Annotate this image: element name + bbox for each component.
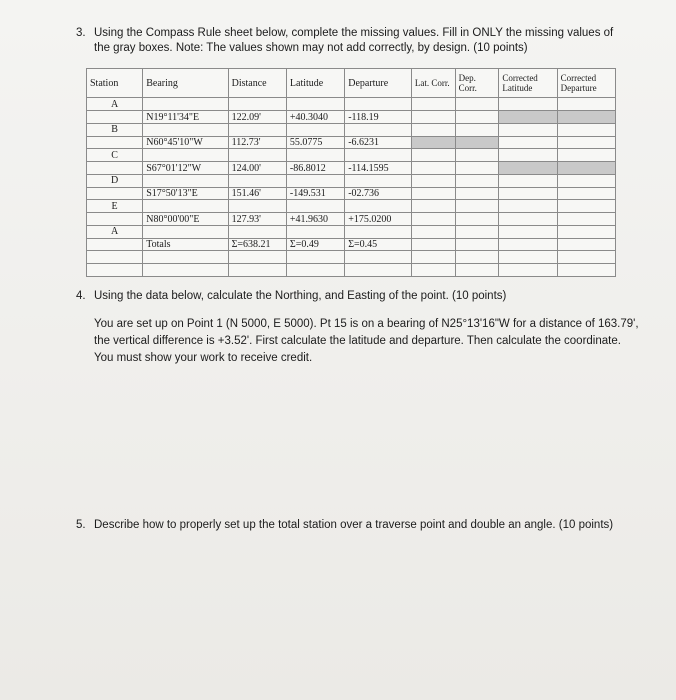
question-5-text: Describe how to properly set up the total station over a traverse point and double an angle. (10 points) (94, 519, 614, 531)
header-lat-corr: Lat. Corr. (411, 69, 455, 98)
table-row (87, 149, 616, 162)
gray-answer-cell[interactable] (557, 111, 615, 124)
bearing-cell: N19°11'34"E (143, 111, 228, 124)
table-row (87, 225, 616, 238)
station-cell: A (87, 98, 143, 111)
totals-latitude: Σ=0.49 (286, 238, 344, 251)
table-row (87, 123, 616, 136)
station-cell: A (87, 225, 143, 238)
table-row (87, 111, 616, 124)
header-corrected-departure: Corrected Departure (557, 69, 615, 98)
header-bearing: Bearing (143, 69, 228, 98)
table-row (87, 187, 616, 200)
latitude-cell: +41.9630 (286, 213, 344, 226)
header-distance: Distance (228, 69, 286, 98)
departure-cell: +175.0200 (345, 213, 412, 226)
question-5 (76, 518, 636, 533)
question-4-text: Using the data below, calculate the Northing, and Easting of the point. (10 points) (94, 290, 507, 302)
latitude-cell: 55.0775 (286, 136, 344, 149)
header-departure: Departure (345, 69, 412, 98)
distance-cell: 112.73' (228, 136, 286, 149)
gray-answer-cell[interactable] (499, 162, 557, 175)
station-cell: E (87, 200, 143, 213)
question-4-detail: You are set up on Point 1 (N 5000, E 5000). Pt 15 is on a bearing of N25°13'16"W for a distance of 163.79', the vertical difference is +3.52'. First calculate the latitude and departure. Then calculate the coordinate. You must show your work to receive credit. (94, 318, 639, 364)
totals-row (87, 238, 616, 251)
question-3 (76, 26, 616, 56)
station-cell: C (87, 149, 143, 162)
table-row (87, 213, 616, 226)
header-dep-corr: Dep. Corr. (455, 69, 499, 98)
totals-label: Totals (143, 238, 228, 251)
bearing-cell: S17°50'13"E (143, 187, 228, 200)
departure-cell: -118.19 (345, 111, 412, 124)
question-4 (76, 289, 636, 304)
table-row (87, 264, 616, 277)
gray-answer-cell[interactable] (499, 111, 557, 124)
question-3-text: Using the Compass Rule sheet below, complete the missing values. Fill in ONLY the missing values of the gray boxes. Note: The values shown may not add correctly, by design. (10 points) (94, 27, 614, 54)
distance-cell: 127.93' (228, 213, 286, 226)
totals-distance: Σ=638.21 (228, 238, 286, 251)
departure-cell: -114.1595 (345, 162, 412, 175)
gray-answer-cell[interactable] (557, 162, 615, 175)
table-row (87, 162, 616, 175)
bearing-cell: S67°01'12"W (143, 162, 228, 175)
gray-answer-cell[interactable] (455, 136, 499, 149)
latitude-cell: -86.8012 (286, 162, 344, 175)
station-cell: B (87, 123, 143, 136)
table-header-row (87, 69, 616, 98)
departure-cell: -02.736 (345, 187, 412, 200)
departure-cell: -6.6231 (345, 136, 412, 149)
distance-cell: 124.00' (228, 162, 286, 175)
distance-cell: 151.46' (228, 187, 286, 200)
table-row (87, 200, 616, 213)
totals-departure: Σ=0.45 (345, 238, 412, 251)
question-5-number: 5. (76, 519, 86, 531)
header-station: Station (87, 69, 143, 98)
table-row (87, 251, 616, 264)
compass-rule-table (86, 68, 616, 277)
latitude-cell: -149.531 (286, 187, 344, 200)
distance-cell: 122.09' (228, 111, 286, 124)
table-row (87, 174, 616, 187)
station-cell: D (87, 174, 143, 187)
gray-answer-cell[interactable] (411, 136, 455, 149)
header-corrected-latitude: Corrected Latitude (499, 69, 557, 98)
latitude-cell: +40.3040 (286, 111, 344, 124)
bearing-cell: N60°45'10"W (143, 136, 228, 149)
question-3-number: 3. (76, 27, 86, 39)
bearing-cell: N80°00'00"E (143, 213, 228, 226)
header-latitude: Latitude (286, 69, 344, 98)
table-row (87, 136, 616, 149)
question-4-number: 4. (76, 290, 86, 302)
table-row (87, 98, 616, 111)
